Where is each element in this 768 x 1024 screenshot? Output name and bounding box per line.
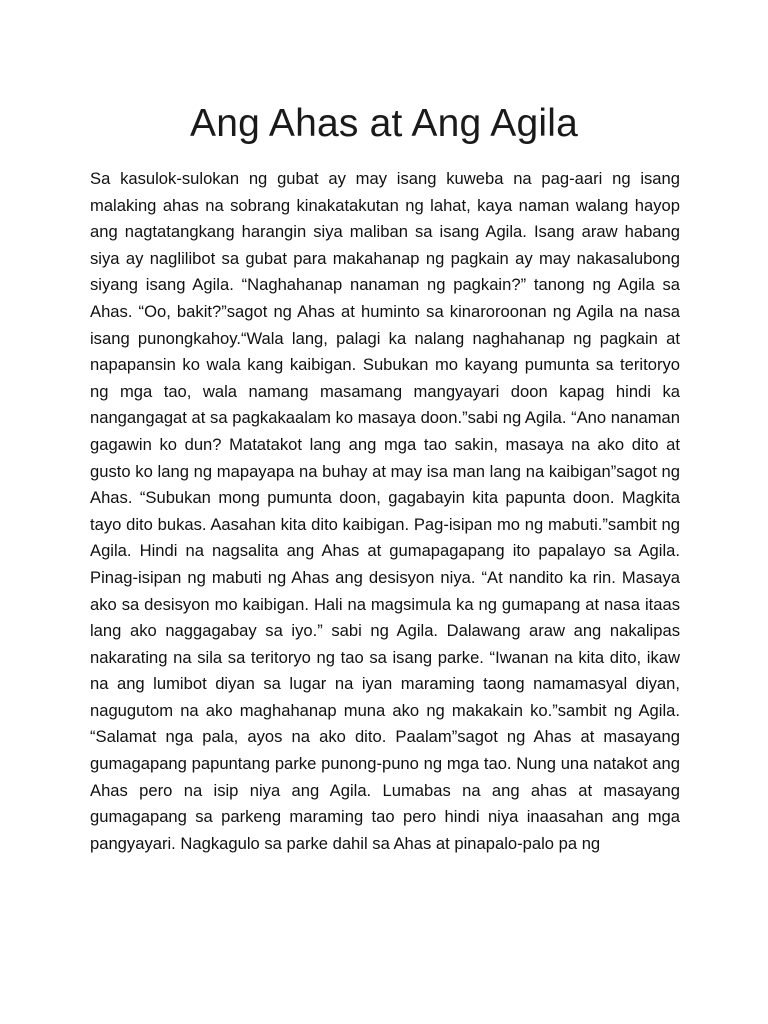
story-body: Sa kasulok-sulokan ng gubat ay may isang kuweba na pag-aari ng isang malaking ahas na sobrang kinakatakutan ng lahat, kaya naman walang hayop ang nagtatangkang harangin siya maliban sa isang Agila. Isang araw habang siya ay naglilibot sa gubat para makahanap ng pagkain ay may nakasalubong siyang isang Agila. “Naghahanap nanaman ng pagkain?” tanong ng Agila sa Ahas. “Oo, bakit?”sagot ng Ahas at huminto sa kinaroroonan ng Agila na nasa isang punongkahoy.“Wala lang, palagi ka nalang naghahanap ng pagkain at napapansin ko wala kang kaibigan. Subukan mo kayang pumunta sa teritoryo ng mga tao, wala namang masamang mangyayari doon kapag hindi ka nangangagat at sa pagkakaalam ko masaya doon.”sabi ng Agila. “Ano nanaman gagawin ko dun? Matatakot lang ang mga tao sakin, masaya na ako dito at gusto ko lang ng mapayapa na buhay at may isa man lang na kaibigan”sagot ng Ahas. “Subukan mong pumunta doon, gagabayin kita papunta doon. Magkita tayo dito bukas. Aasahan kita dito kaibigan. Pag-isipan mo ng mabuti.”sambit ng Agila. Hindi na nagsalita ang Ahas at gumapagapang ito papalayo sa Agila. Pinag-isipan ng mabuti ng Ahas ang desisyon niya. “At nandito ka rin. Masaya ako sa desisyon mo kaibigan. Hali na magsimula ka ng gumapang at nasa itaas lang ako naggagabay sa iyo.” sabi ng Agila. Dalawang araw ang nakalipas nakarating na sila sa teritoryo ng tao sa isang parke. “Iwanan na kita dito, ikaw na ang lumibot diyan sa lugar na iyan maraming taong namamasyal diyan, nagugutom na ako maghahanap muna ako ng makakain ko.”sambit ng Agila. “Salamat nga pala, ayos na ako dito. Paalam”sagot ng Ahas at masayang gumagapang papuntang parke punong-puno ng mga tao. Nung una natakot ang Ahas pero na isip niya ang Agila. Lumabas na ang ahas at masayang gumagapang sa parkeng maraming tao pero hindi niya inaasahan ang mga pangyayari. Nagkagulo sa parke dahil sa Ahas at pinapalo-palo pa ng <box>90 169 680 853</box>
story-title: Ang Ahas at Ang Agila <box>189 102 578 145</box>
